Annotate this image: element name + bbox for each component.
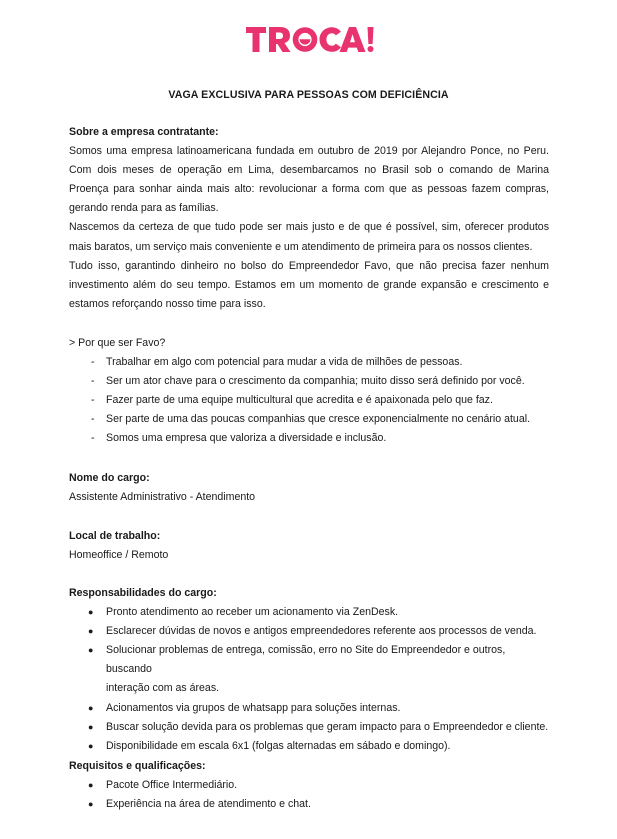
list-item-text: Experiência na área de atendimento e chat.: [106, 798, 311, 811]
bullet-marker: ●: [88, 645, 94, 656]
list-item: [69, 699, 549, 718]
work-location-value: Homeoffice / Remoto: [69, 549, 169, 562]
list-item: [69, 353, 549, 372]
page-title: VAGA EXCLUSIVA PARA PESSOAS COM DEFICIÊNCIA: [168, 89, 449, 101]
bullet-marker: ●: [88, 607, 94, 618]
bullet-marker: ●: [88, 702, 94, 713]
dash-marker: -: [91, 432, 95, 445]
bullet-marker: ●: [88, 626, 94, 637]
about-section: [69, 123, 549, 314]
list-item-text: Trabalhar em algo com potencial para mudar a vida de milhões de pessoas.: [106, 356, 463, 369]
about-p1-line: dois meses de operação em Lima, desembarcamos no Brasil sob o comando de Marina Proença para: [69, 164, 549, 196]
list-item-text: Esclarecer dúvidas de novos e antigos empreendedores referente aos processos de venda.: [106, 625, 537, 638]
bullet-marker: ●: [88, 780, 94, 791]
job-title-section: [69, 469, 549, 507]
list-item: [69, 603, 549, 622]
requirements-list: [69, 776, 549, 814]
about-p2-line: Nascemos da certeza de que tudo pode ser mais justo e de que é possível, sim, oferecer produtos mais: [69, 221, 549, 253]
job-title-heading: Nome do cargo:: [69, 472, 150, 484]
list-item-text: Buscar solução devida para os problemas que geram impacto para o Empreendedor e cliente.: [106, 720, 549, 733]
list-item: [69, 410, 549, 429]
list-item-text: Disponibilidade em escala 6x1 (folgas alternadas em sábado e domingo).: [106, 739, 451, 752]
list-item-text: Pacote Office Intermediário.: [106, 779, 238, 792]
about-p3-line: estamos reforçando nosso time para isso.: [69, 297, 266, 310]
dash-marker: -: [91, 375, 95, 388]
dash-marker: -: [91, 356, 95, 369]
responsibilities-section: [69, 584, 549, 756]
about-p1-line: Somos uma empresa latinoamericana fundada em outubro de 2019 por Alejandro Ponce, no Peru. Com: [69, 145, 549, 177]
troca-logo-mark: [244, 22, 374, 56]
dash-marker: -: [91, 394, 95, 407]
list-item-text: Ser um ator chave para o crescimento da companhia; muito disso será definido por você.: [106, 375, 525, 388]
bullet-marker: ●: [88, 721, 94, 732]
list-item: [69, 622, 549, 641]
about-p3-line: Tudo isso, garantindo dinheiro no bolso do Empreendedor Favo, que não precisa fazer nenhum: [69, 259, 549, 272]
list-item-text: Pronto atendimento ao receber um acionamento via ZenDesk.: [106, 606, 399, 619]
list-item: [69, 641, 549, 698]
list-item-text: Ser parte de uma das poucas companhias que cresce exponencialmente no cenário atual.: [106, 413, 531, 426]
list-item-text-continued: interação com as áreas.: [106, 682, 220, 695]
bullet-marker: ●: [88, 799, 94, 810]
list-item-text: Acionamentos via grupos de whatsapp para soluções internas.: [106, 701, 401, 714]
list-item: [69, 776, 549, 795]
responsibilities-list: [69, 603, 549, 756]
list-item-text: Somos uma empresa que valoriza a diversidade e inclusão.: [106, 432, 387, 445]
list-item: [69, 795, 549, 814]
bullet-marker: ●: [88, 740, 94, 751]
about-p1-line: sonhar ainda mais alto: revolucionar a forma com que as pessoas fazem compras, gerando renda para as: [69, 183, 550, 215]
job-title-value: Assistente Administrativo - Atendimento: [69, 491, 256, 504]
about-paragraph-2: [69, 218, 549, 256]
why-heading: > Por que ser Favo?: [69, 337, 166, 349]
list-item: [69, 737, 549, 756]
dash-marker: -: [91, 413, 95, 426]
requirements-heading: Requisitos e qualificações:: [69, 760, 206, 772]
about-p3-line: investimento além do seu tempo. Estamos em um momento de grande expansão e crescimento e: [69, 278, 549, 291]
list-item: [69, 718, 549, 737]
list-item-text: Solucionar problemas de entrega, comissão, erro no Site do Empreendedor e outros, buscando: [106, 644, 506, 676]
list-item: [69, 372, 549, 391]
about-p1-line: famílias.: [179, 202, 219, 215]
why-list: [69, 353, 549, 448]
about-heading: Sobre a empresa contratante:: [69, 126, 219, 138]
requirements-section: [69, 757, 549, 814]
why-section: [69, 334, 549, 449]
about-p2-line: baratos, um serviço mais conveniente e um atendimento de primeira para os nossos clientes.: [94, 240, 533, 253]
list-item-text: Fazer parte de uma equipe multicultural que acredita e é apaixonada pelo que faz.: [106, 394, 493, 407]
about-paragraph-1: [69, 142, 549, 218]
list-item: [69, 429, 549, 448]
list-item: [69, 391, 549, 410]
troca-logo: [0, 22, 617, 56]
work-location-section: [69, 527, 549, 565]
about-paragraph-3: [69, 257, 549, 314]
responsibilities-heading: Responsabilidades do cargo:: [69, 587, 217, 599]
work-location-heading: Local de trabalho:: [69, 530, 161, 542]
